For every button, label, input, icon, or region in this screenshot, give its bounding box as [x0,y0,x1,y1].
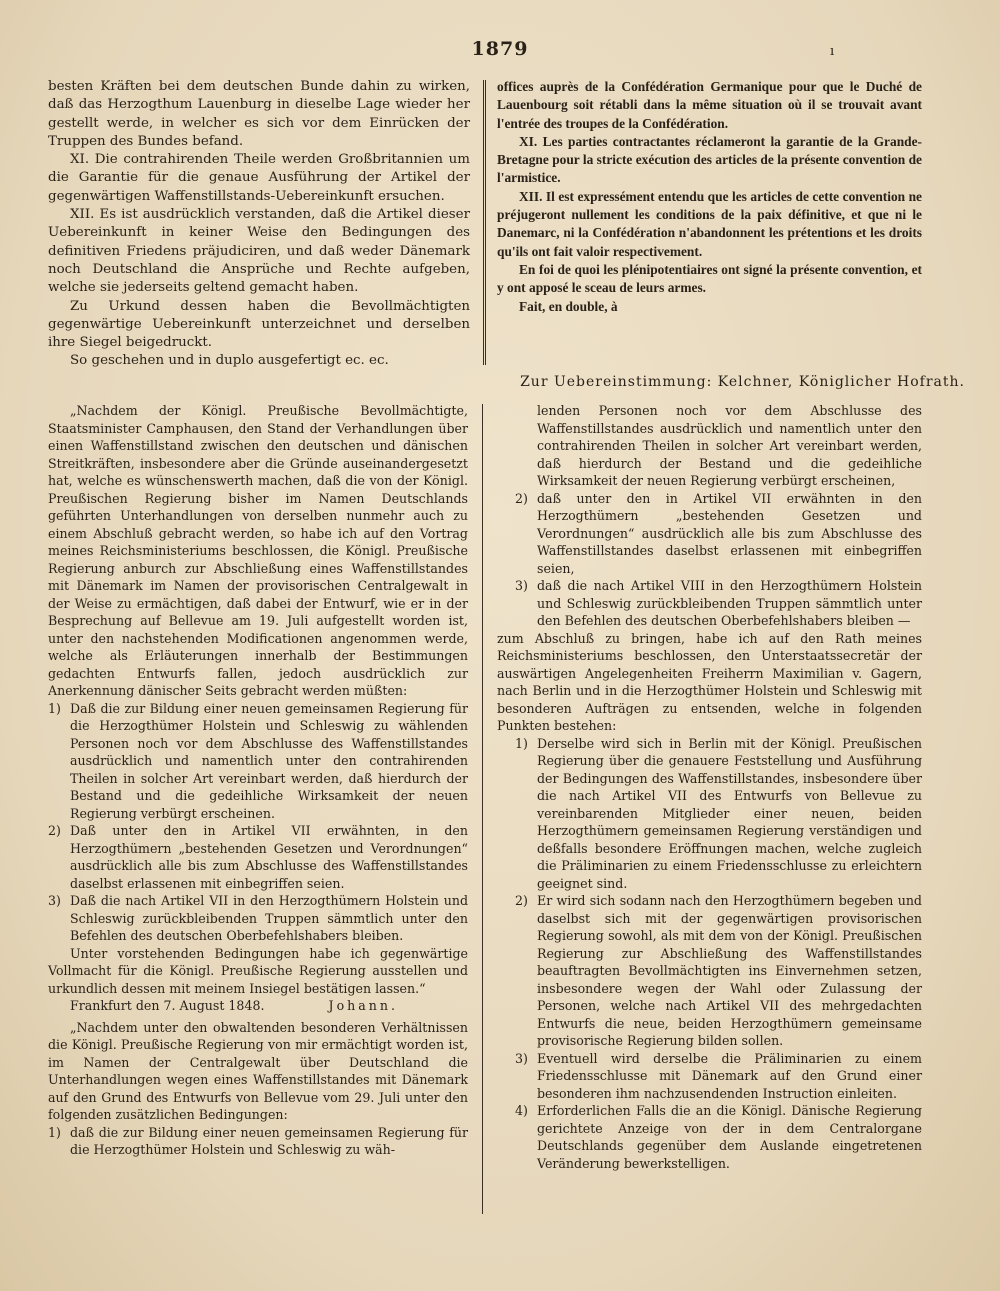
vollmacht-item-2 [48,822,468,892]
column-divider-top [483,80,486,365]
item-text: Erforderlichen Falls die an die Königl. Dänische Regierung gerichtete Anzeige von der in dem Centralorgane Deutschlands gegenüber dem Auslande eingetretenen Veränderung bewerkstelligen. [537,1103,922,1171]
item-number: 2) [515,893,528,908]
item-text: daß die nach Artikel VIII in den Herzogthümern Holstein und Schleswig zurückbleibenden Truppen sämmtlich unter den Befehlen des deutschen Oberbefehlshabers bleiben — [537,578,922,628]
item-text: Daß die zur Bildung einer neuen gemeinsamen Regierung für die Herzogthümer Holstein und Schleswig zu wählenden Personen noch vor dem Abschlusse des Waffenstillstandes ausdrücklich und namentlich unter den contrahirenden Theilen in solcher Art vereinbart werden, daß hierdurch der Bestand und die gedeihliche Wirksamkeit der neuen Regierung verbürgt erscheinen. [70,700,468,821]
item-number: 1) [48,700,61,716]
item-text: Eventuell wird derselbe die Präliminarien zu einem Friedensschlusse mit Dänemark auf den Grund einer besonderen ihm nachzusendenden Instruction einleiten. [537,1050,922,1101]
item-text: Daß die nach Artikel VII in den Herzogthümern Holstein und Schleswig zurückbleibenden Truppen sämmtlich unter den Befehlen des deutschen Oberbefehlshabers bleiben. [70,893,468,943]
mission-point-3 [497,1050,922,1103]
attestation-line: Zur Uebereinstimmung: Kelchner, Königlicher Hofrath. [520,374,965,390]
column-divider-bottom [482,404,483,1214]
vollmacht-item-1 [48,700,468,823]
item-number: 2) [48,823,61,838]
mission-item-1-continued: lenden Personen noch vor dem Abschlusse des Waffenstillstandes ausdrücklich und namentlich unter den contrahirenden Theilen in solcher Art vereinbart werden, daß hierdurch der Bestand und die gedeihliche Wirksamkeit der neuen Regierung verbürgt erscheinen, [537,403,922,488]
treaty-german-attestation: Zu Urkund dessen haben die Bevollmächtigten gegenwärtige Uebereinkunft unterzeichnet und derselben ihre Siegel beigedruckt. [48,298,470,351]
treaty-german-article-xii: XII. Es ist ausdrücklich verstanden, daß die Artikel dieser Uebereinkunft in keiner Weise den Bedingungen des definitiven Friedens präjudiciren, und daß weder Dänemark noch Deutschland die Ansprüche und Rechte aufgeben, welche sie jederseits geltend gemacht haben. [48,207,470,296]
item-number: 1) [48,1124,61,1140]
mission-item-3 [497,577,922,630]
treaty-french-column [497,78,922,316]
item-text: Derselbe wird sich in Berlin mit der Königl. Preußischen Regierung über die genauere Feststellung und Ausführung der Bedingungen des Waffenstillstandes, insbesondere über die nach Artikel VII des Entwurfs von Bellevue zu vereinbarenden Mitglieder einer neuen, beiden Herzogthümern gemeinsamen Regierung verständigen und deßfalls besondere Eröffnungen machen, welche zugleich die Präliminarien zu einem Friedensschlusse zu erleichtern geeignet sind. [537,735,922,891]
item-text: Daß unter den in Artikel VII erwähnten, in den Herzogthümern „bestehenden Gesetzen und Verordnungen“ ausdrücklich alle bis zum Abschlusse des Waffenstillstandes daselbst erlassenen mit einbegriffen seien. [70,823,468,891]
treaty-french-article-xii: XII. Il est expressément entendu que les articles de cette convention ne préjugeront nullement les conditions de la paix définitive, et que ni le Danemarc, ni la Confédération n'abandonnent les prétentions et les droits qu'ils ont fait valoir respectivement. [497,188,922,259]
vollmacht-item-3 [48,892,468,945]
page-corner-mark: ı [830,44,835,59]
left-column [48,402,468,1159]
mission-point-1 [497,735,922,893]
item-number: 3) [48,893,61,908]
treaty-french-attestation: En foi de quoi les plénipotentiaires ont signé la présente convention, et y ont apposé le sceau de leurs armes. [497,261,922,296]
item-text: Er wird sich sodann nach den Herzogthümern begeben und daselbst sich mit der gegenwärtigen provisorischen Regierung sowohl, als mit dem von der Königl. Preußischen Regierung zur Abschließung des Waffenstillstandes beauftragten Bevollmächtigten ins Einvernehmen setzen, insbesondere wegen der Wahl oder Zulassung der Personen, welche nach Artikel VII des mehrgedachten Entwurfs die neue, beiden Herzogthümern gemeinsame provisorische Regierung bilden sollen. [537,893,922,1048]
mission-item-2 [497,490,922,578]
item-text: daß die zur Bildung einer neuen gemeinsamen Regierung für die Herzogthümer Holstein und Schleswig zu wäh- [70,1124,468,1157]
item-number: 4) [515,1103,528,1118]
treaty-german-article-xi: XI. Die contrahirenden Theile werden Großbritannien um die Garantie für die genaue Ausführung der Artikel der gegenwärtigen Waffenstillstands-Uebereinkunft ersuchen. [48,152,470,204]
treaty-german-para: besten Kräften bei dem deutschen Bunde dahin zu wirken, daß das Herzogthum Lauenburg in dieselbe Lage wieder her gestellt werde, in welcher es sich vor dem Einrücken der Truppen des Bundes befand. [48,79,470,149]
mission-decision: zum Abschluß zu bringen, habe ich auf den Rath meines Reichsministeriums beschlossen, den Unterstaatssecretär der auswärtigen Angelegenheiten Freiherrn Maximilian v. Gagern, nach Berlin und in die Herzogthümer Holstein und Schleswig mit besonderen Aufträgen zu entsenden, welche in folgenden Punkten bestehen: [497,630,922,733]
item-text: daß unter den in Artikel VII erwähnten in den Herzogthümern „bestehenden Gesetzen und Verordnungen“ ausdrücklich alle bis zum Abschlusse des Waffenstillstandes daselbst erlassenen mit einbegriffen seien, [537,490,922,576]
treaty-german-column [48,78,470,371]
treaty-german-closing: So geschehen und in duplo ausgefertigt ec. ec. [70,353,389,369]
mission-intro: „Nachdem unter den obwaltenden besonderen Verhältnissen die Königl. Preußische Regierung von mir ermächtigt worden ist, im Namen der Centralgewalt über Deutschland die Unterhandlungen wegen eines Waffenstillstandes mit Dänemark auf den Grund des Entwurfs von Bellevue vom 29. Juli unter den folgenden zusätzlichen Bedingungen: [48,1019,468,1122]
page-number: 1879 [471,38,529,60]
vollmacht-signer: Johann. [328,998,398,1013]
mission-point-2 [497,892,922,1050]
treaty-french-closing: Fait, en double, à [519,298,618,314]
item-number: 3) [515,1050,528,1066]
vollmacht-signature-line [48,997,468,1015]
vollmacht-place-date: Frankfurt den 7. August 1848. [70,998,265,1013]
treaty-french-para: offices auprès de la Confédération Germanique pour que le Duché de Lauenbourg soit rétabli dans la même situation où il se trouvait avant l'entrée des troupes de la Confédération. [497,79,922,131]
treaty-french-article-xi: XI. Les parties contractantes réclameront la garantie de la Grande-Bretagne pour la stricte exécution des articles de la présente convention de l'armistice. [497,133,922,186]
vollmacht-intro: „Nachdem der Königl. Preußische Bevollmächtigte, Staatsminister Camphausen, den Stand der Verhandlungen über einen Waffenstillstand zwischen den deutschen und dänischen Streitkräften, insbesondere aber die Gründe auseinandergesetzt hat, welche es wünschenswerth machen, daß die von der Königl. Preußischen Regierung bisher im Namen Deutschlands geführten Unterhandlungen von derselben nunmehr auch zu einem Abschluß gebracht werden, so habe ich auf den Vortrag meines Reichsministeriums beschlossen, die Königl. Preußische Regierung anburch zur Abschließung eines Waffenstillstandes mit Dänemark im Namen der provisorischen Centralgewalt in der Weise zu ermächtigen, daß dabei der Entwurf, wie er in der Besprechung auf Bellevue am 19. Juli aufgestellt worden ist, unter den nachstehenden Modificationen angenommen werde, welche als Erläuterungen innerhalb der Bestimmungen gedachten Entwurfs fallen, jedoch ausdrücklich zur Anerkennung dänischer Seits gebracht werden müßten: [48,403,468,698]
item-number: 2) [515,490,528,506]
vollmacht-close: Unter vorstehenden Bedingungen habe ich gegenwärtige Vollmacht für die Königl. Preußische Regierung ausstellen und urkundlich dessen mit meinem Insiegel bestätigen lassen.“ [48,945,468,996]
right-column [497,402,922,1172]
mission-item-1 [48,1124,468,1159]
item-number: 1) [515,735,528,751]
mission-point-4 [497,1102,922,1172]
item-number: 3) [515,578,528,593]
